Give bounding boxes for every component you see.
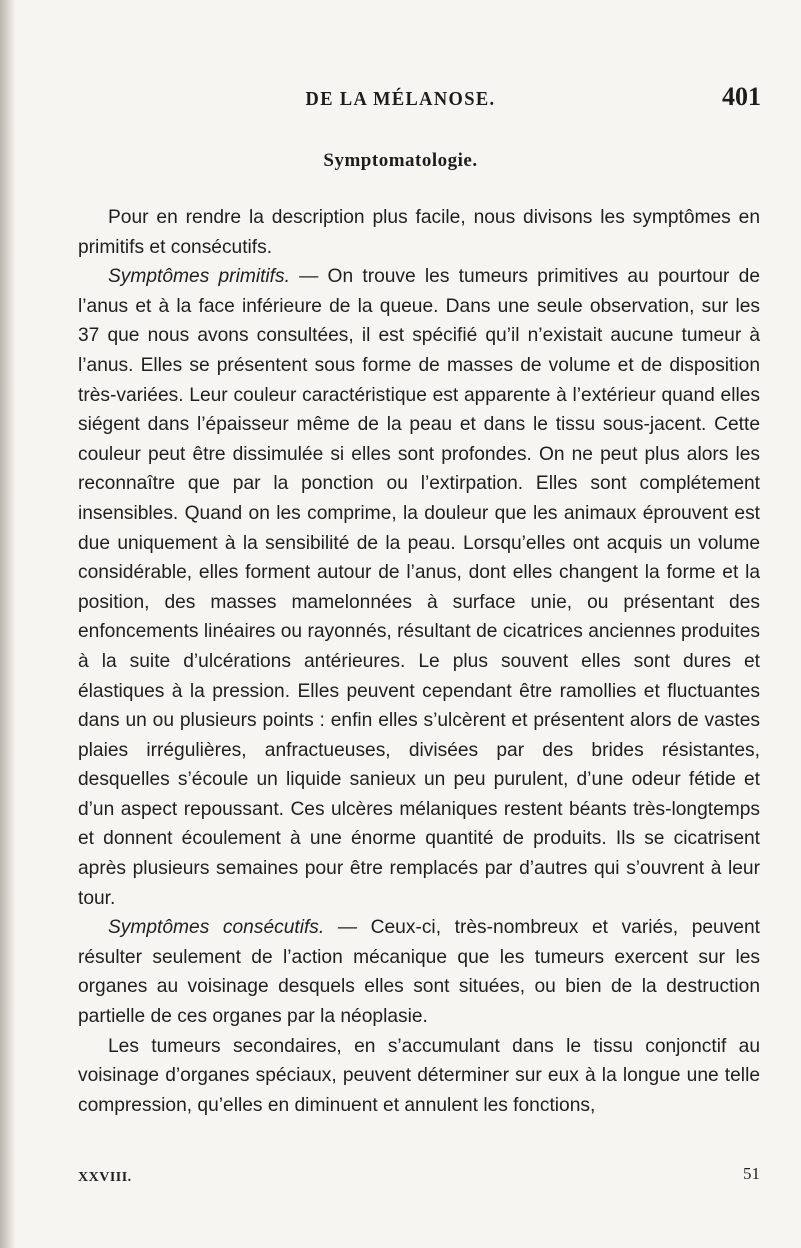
running-head xyxy=(0,82,801,118)
page-number: 401 xyxy=(722,82,761,111)
paragraph-tumeurs-secondaires xyxy=(78,1032,760,1121)
binding-gutter-shadow xyxy=(0,0,16,1248)
signature-mark: XXVIII. xyxy=(78,1170,132,1185)
page-footer xyxy=(78,1164,760,1194)
body-text xyxy=(78,203,760,1120)
paragraph-primitifs-text: — On trouve les tumeurs primitives au pourtour de l’anus et à la face inférieure de la queue. Dans une seule observation, sur les 37 que nous avons consultées, il est spécifié qu’il n’existait aucune tumeur à l’anus. Elles se présentent sous forme de masses de volume et de disposition très-variées. Leur couleur caractéristique est apparente à l’extérieur quand elles siégent dans l’épaisseur même de la peau et dans le tissu sous-jacent. Cette couleur peut être dissimulée si elles sont profondes. On ne peut plus alors les reconnaître que par la ponction ou l’extirpation. Elles sont complétement insensibles. Quand on les comprime, la douleur que les animaux éprouvent est due uniquement à la sensibilité de la peau. Lorsqu’elles ont acquis un volume considérable, elles forment autour de l’anus, dont elles changent la forme et la position, des masses mamelonnées à surface unie, ou présentant des enfoncements linéaires ou rayonnés, résultant de cicatrices anciennes produites à la suite d’ulcérations antérieures. Le plus souvent elles sont dures et élastiques à la pression. Elles peuvent cependant être ramollies et fluctuantes dans un ou plusieurs points : enfin elles s’ulcèrent et présentent alors de vastes plaies irrégulières, anfractueuses, divisées par des brides résistantes, desquelles s’écoule un liquide sanieux un peu purulent, d’une odeur fétide et d’un aspect repoussant. Ces ulcères mélaniques restent béants très-longtemps et donnent écoulement à une énorme quantité de produits. Ils se cicatrisent après plusieurs semaines pour être remplacés par d’autres qui s’ouvrent à leur tour. xyxy=(78,266,760,909)
running-title: DE LA MÉLANOSE. xyxy=(305,88,496,110)
section-heading: Symptomatologie. xyxy=(323,150,478,171)
paragraph-intro xyxy=(78,203,760,262)
paragraph-symptomes-primitifs xyxy=(78,262,760,913)
paragraph-consecutifs-text: — Ceux-ci, très-nombreux et variés, peuvent résulter seulement de l’action mécanique que les tumeurs exercent sur les organes au voisinage desquels elles sont situées, ou bien de la destruction partielle de ces organes par la néoplasie. xyxy=(78,917,760,1028)
paragraph-intro-text: Pour en rendre la description plus facile, nous divisons les symptômes en primitifs et consécutifs. xyxy=(78,207,760,258)
sheet-number: 51 xyxy=(743,1164,760,1183)
paragraph-symptomes-consecutifs xyxy=(78,913,760,1031)
paragraph-lead-consecutifs: Symptômes consécutifs. xyxy=(108,917,325,939)
paragraph-tumeurs-text: Les tumeurs secondaires, en s’accumulant dans le tissu conjonctif au voisinage d’organes spéciaux, peuvent déterminer sur eux à la longue une telle compression, qu’elles en diminuent et annulent les fonctions, xyxy=(78,1035,760,1116)
paragraph-lead-primitifs: Symptômes primitifs. xyxy=(108,266,290,288)
